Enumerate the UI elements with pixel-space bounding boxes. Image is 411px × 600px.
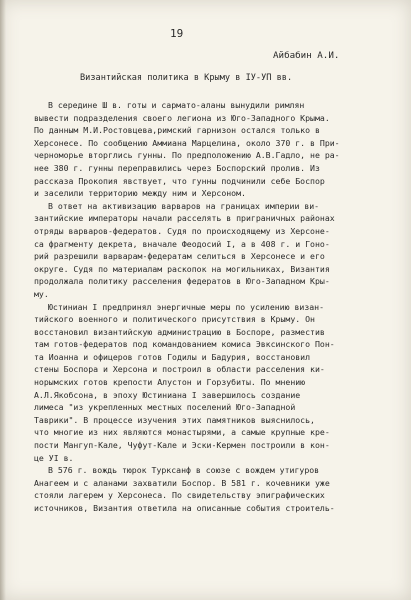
text-line: пости Мангуп-Кале, Чуфут-Кале и Эски-Кермен построили в кон-: [34, 440, 330, 451]
paragraph-4: [34, 464, 386, 514]
text-line: лимеса "из укрепленных местных поселений Юго-Западной: [34, 402, 296, 413]
text-line: В середине Ш в. готы и сармато-аланы вынудили римлян: [48, 100, 305, 110]
text-line: черноморье вторглись гунны. По предположению А.В.Гадло, не ра-: [34, 150, 340, 161]
text-line: В ответ на активизацию варваров на границах империи ви-: [48, 200, 320, 211]
text-line: стены Боспора и Херсона и построил в области расселения ки-: [34, 364, 325, 375]
text-line: тийского военного и политического присутствия в Крыму. Он: [34, 314, 315, 325]
text-line: са фрагменту декрета, вначале Феодосий I, а в 408 г. и Гоно-: [34, 238, 330, 249]
text-line: и заселили территорию между ним и Херсоном.: [34, 188, 246, 199]
text-line: восстановил византийскую администрацию в Боспоре, разместив: [34, 326, 325, 337]
text-line: что многие из них являются монастырями, а самые крупные кре-: [34, 427, 330, 438]
text-line: норымских готов крепости Алустон и Горзубиты. По мнению: [34, 377, 306, 388]
text-line: рассказа Прокопия явствует, что гунны подчинили себе Боспор: [34, 175, 325, 186]
text-line: нее 380 г. гунны переправились через Боспорский пролив. Из: [34, 162, 320, 173]
text-line: отряды варваров-федератов. Судя по происходящему из Херсоне-: [34, 225, 330, 236]
author-name: Айбабин А.И.: [273, 50, 340, 61]
text-line: Анагеем и с аланами захватили Боспор. В 581 г. кочевники уже: [34, 477, 330, 488]
text-line: та Иоанна и офицеров готов Годилы и Бадурия, восстановил: [34, 351, 311, 362]
document-title: Византийская политика в Крыму в IУ-УП вв.: [80, 73, 293, 83]
text-line: По данным М.И.Ростовцева,римский гарнизон остался только в: [34, 125, 320, 136]
paragraph-2: [34, 200, 386, 301]
text-line: Херсонесе. По сообщению Аммиана Марцелина, около 370 г. в При-: [34, 137, 340, 148]
text-line: А.Л.Якобсона, в эпоху Юстиниана I завершилось создание: [34, 389, 301, 400]
text-line: стояли лагерем у Херсонеса. По свидетельству эпиграфических: [34, 490, 325, 501]
text-line: зантийские императоры начали расселять в приграничных районах: [34, 213, 335, 224]
paragraph-3: [34, 301, 386, 465]
text-line: вывести подразделения своего легиона из Юго-Западного Крыма.: [34, 112, 330, 123]
text-line: продолжала политику расселения федератов в Юго-Западном Кры-: [34, 276, 330, 287]
text-line: там готов-федератов под командованием комиса Эвксинского Пон-: [34, 339, 335, 350]
text-line: Юстиниан I предпринял энергичные меры по усилению визан-: [48, 301, 325, 312]
text-line: источников, Византия ответила на описанные события строитель-: [34, 503, 335, 513]
text-line: рий разрешили варварам-федератам селиться в Херсонесе и его: [34, 251, 325, 262]
paragraph-1: [34, 99, 386, 200]
text-line: це УI в.: [34, 452, 74, 463]
text-line: округе. Судя по материалам раскопок на могильниках, Византия: [34, 263, 330, 274]
page-shadow-edge: [0, 0, 6, 600]
text-line: Таврики". В процессе изучения этих памятников выяснилось,: [34, 414, 315, 425]
body-text: [34, 99, 386, 515]
page-number: 19: [170, 27, 184, 40]
text-line: му.: [34, 288, 49, 299]
text-line: В 576 г. вождь тюрок Турксанф в союзе с вождем утигуров: [48, 465, 320, 476]
